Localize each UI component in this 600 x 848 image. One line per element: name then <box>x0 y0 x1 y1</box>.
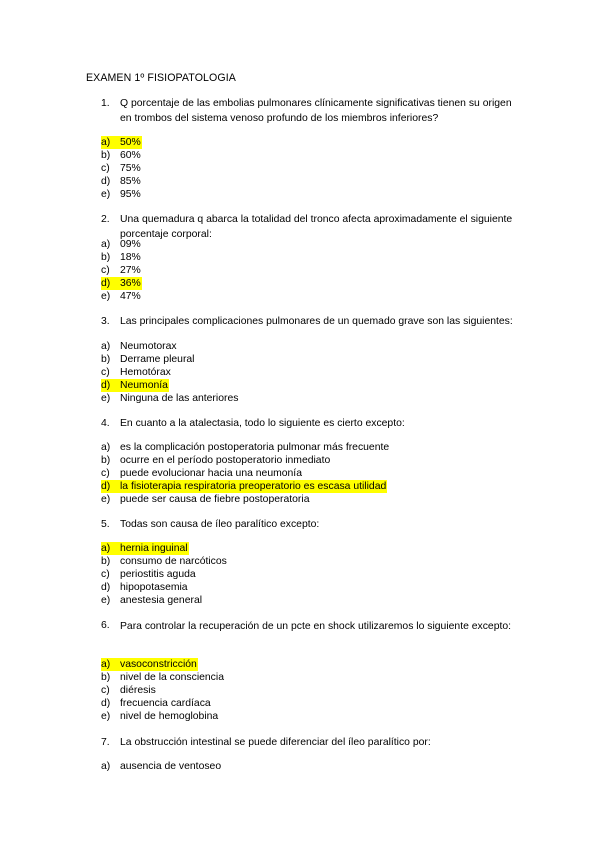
option-5e: e) anestesia general <box>101 595 203 606</box>
question-6 <box>101 618 521 635</box>
option-5c: c) periostitis aguda <box>101 569 196 580</box>
option-1d: d) 85% <box>101 176 141 187</box>
question-2 <box>101 212 521 242</box>
option-6e: e) nivel de hemoglobina <box>101 711 219 722</box>
option-6d: d) frecuencia cardíaca <box>101 698 211 709</box>
question-text: Q porcentaje de las embolias pulmonares clínicamente significativas tienen su origen en trombos del sistema venoso profundo de los miembros inferiores? <box>120 98 512 124</box>
option-1e: e) 95% <box>101 189 141 200</box>
question-number: 5. <box>101 519 110 530</box>
option-4c: c) puede evolucionar hacia una neumonía <box>101 468 302 479</box>
question-text: Una quemadura q abarca la totalidad del tronco afecta aproximadamente el siguiente porcentaje corporal: <box>120 214 513 240</box>
option-7a: a) ausencia de ventoseo <box>101 761 222 772</box>
option-1a: a) 50% <box>101 137 141 148</box>
option-5b: b) consumo de narcóticos <box>101 556 227 567</box>
question-text: Todas son causa de íleo paralítico excepto: <box>120 519 320 530</box>
question-number: 2. <box>101 214 110 225</box>
question-number: 6. <box>101 620 110 631</box>
question-5 <box>101 517 521 532</box>
option-6b: b) nivel de la consciencia <box>101 672 224 683</box>
question-4 <box>101 416 521 431</box>
option-3a: a) Neumotorax <box>101 341 177 352</box>
option-2c: c) 27% <box>101 265 141 276</box>
question-text: La obstrucción intestinal se puede diferenciar del íleo paralítico por: <box>120 737 431 748</box>
option-2b: b) 18% <box>101 252 141 263</box>
option-4b: b) ocurre en el período postoperatorio inmediato <box>101 455 331 466</box>
option-2a: a) 09% <box>101 239 141 250</box>
option-6c: c) diéresis <box>101 685 156 696</box>
option-1c: c) 75% <box>101 163 141 174</box>
question-number: 4. <box>101 418 110 429</box>
option-2d: d) 36% <box>101 278 141 289</box>
option-4a: a) es la complicación postoperatoria pulmonar más frecuente <box>101 442 390 453</box>
option-3e: e) Ninguna de las anteriores <box>101 393 239 404</box>
option-2e: e) 47% <box>101 291 141 302</box>
option-6a: a) vasoconstricción <box>101 659 197 670</box>
question-number: 7. <box>101 737 110 748</box>
question-number: 1. <box>101 98 110 109</box>
question-text: En cuanto a la atalectasia, todo lo siguiente es cierto excepto: <box>120 418 405 429</box>
question-text: Las principales complicaciones pulmonares de un quemado grave son las siguientes: <box>120 316 513 327</box>
option-5a: a) hernia inguinal <box>101 543 188 554</box>
exam-title: EXAMEN 1º FISIOPATOLOGIA <box>86 72 236 84</box>
option-3c: c) Hemotórax <box>101 367 171 378</box>
option-5d: d) hipopotasemia <box>101 582 188 593</box>
option-4d: d) la fisioterapia respiratoria preoperatorio es escasa utilidad <box>101 481 387 492</box>
question-3 <box>101 314 521 329</box>
option-3d: d) Neumonía <box>101 380 168 391</box>
option-3b: b) Derrame pleural <box>101 354 195 365</box>
question-7 <box>101 735 521 750</box>
question-number: 3. <box>101 316 110 327</box>
option-4e: e) puede ser causa de fiebre postoperatoria <box>101 494 310 505</box>
question-1 <box>101 96 521 126</box>
question-text: Para controlar la recuperación de un pcte en shock utilizaremos lo siguiente excepto: <box>120 621 512 632</box>
option-1b: b) 60% <box>101 150 141 161</box>
